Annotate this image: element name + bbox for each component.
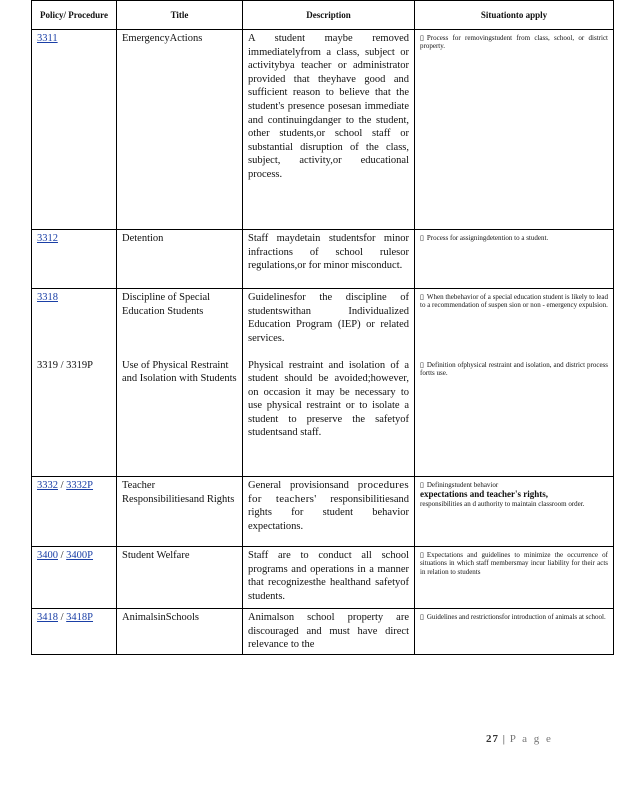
policy-separator: / — [58, 550, 67, 561]
situation-cell — [415, 289, 614, 357]
title-cell: Teacher Responsibilitiesand Rights — [117, 477, 243, 547]
table-row — [32, 477, 614, 547]
description-cell: Staff maydetain studentsfor minor infractions of school rulesor regulations,or for minor misconduct. — [243, 230, 415, 289]
table-row — [32, 357, 614, 477]
situation-text: Expectations and guidelines to minimize the occurrence of situations in which staff membersmay incur liability for their acts in relation to students — [420, 551, 608, 576]
page-label: P a g e — [509, 733, 553, 745]
description-cell: Guidelinesfor the discipline of studentswithan Individualized Education Program (IEP) or related services. — [243, 289, 415, 357]
header-description: Description — [243, 1, 415, 30]
situation-text: Definition ofphysical restraint and isolation, and district process fortts use. — [420, 360, 608, 377]
policy-cell — [32, 289, 117, 357]
procedure-link[interactable]: 3332P — [66, 480, 94, 491]
situation-emphasis: expectations and teacher's rights, — [420, 489, 548, 500]
header-policy: Policy/ Procedure — [32, 1, 117, 30]
table-row — [32, 289, 614, 357]
situation-text: When thebehavior of a special education student is likely to lead to a recommendation of suspen sion or non - emergency expulsion. — [420, 293, 608, 310]
policy-cell — [32, 547, 117, 609]
policy-separator: / — [58, 480, 67, 491]
procedure-link[interactable]: 3400P — [66, 550, 94, 561]
policy-cell — [32, 357, 117, 477]
table-row — [32, 609, 614, 655]
page-footer — [486, 733, 553, 745]
title-cell: AnimalsinSchools — [117, 609, 243, 655]
table-row — [32, 547, 614, 609]
bullet-icon: ▯ — [420, 34, 424, 42]
description-cell: Physical restraint and isolation of a student should be avoided;however, on occasion it may be necessary to use physical restraint or to isolate a student to preserve the safetyof studentsand staff. — [243, 357, 415, 477]
situation-text: Process for removingstudent from class, school, or district property. — [420, 34, 608, 51]
situation-cell — [415, 30, 614, 230]
footer-separator: | — [502, 733, 506, 745]
procedure-link[interactable]: 3418P — [66, 612, 94, 623]
title-cell: EmergencyActions — [117, 30, 243, 230]
bullet-icon: ▯ — [420, 293, 424, 301]
title-cell: Student Welfare — [117, 547, 243, 609]
situation-cell — [415, 609, 614, 655]
situation-text: Guidelines and restrictionsfor introduction of animals at school. — [426, 613, 606, 621]
page-number: 27 — [486, 733, 499, 745]
policy-link[interactable]: 3312 — [37, 233, 58, 244]
bullet-icon: ▯ — [420, 481, 424, 489]
policy-link[interactable]: 3311 — [37, 33, 58, 44]
table-header-row — [32, 1, 614, 30]
description-text: General provisionsand — [248, 480, 349, 491]
policy-cell — [32, 230, 117, 289]
situation-cell — [415, 547, 614, 609]
situation-cell — [415, 477, 614, 547]
description-emphasis: procedures for teachers' — [248, 479, 409, 505]
policy-cell — [32, 30, 117, 230]
policy-link[interactable]: 3332 — [37, 480, 58, 491]
description-text: responsibilitiesand rights for student behavior expectations. — [248, 493, 409, 532]
table-row — [32, 30, 614, 230]
situation-text: Definingstudent behavior — [426, 481, 499, 489]
policy-number: 3319 — [37, 359, 58, 371]
policy-cell — [32, 609, 117, 655]
title-cell: Discipline of Special Education Students — [117, 289, 243, 357]
description-cell — [243, 477, 415, 547]
policy-link[interactable]: 3400 — [37, 550, 58, 561]
policy-number: 3319P — [66, 359, 94, 371]
bullet-icon: ▯ — [420, 613, 424, 621]
situation-cell — [415, 357, 614, 477]
policy-link[interactable]: 3318 — [37, 292, 58, 303]
bullet-icon: ▯ — [420, 234, 424, 242]
situation-text: responsibilities an d authority to maintain classroom order. — [420, 500, 585, 509]
policy-separator: / — [58, 359, 67, 371]
policy-separator: / — [58, 612, 67, 623]
bullet-icon: ▯ — [420, 551, 424, 559]
table-row — [32, 230, 614, 289]
title-cell: Detention — [117, 230, 243, 289]
header-title: Title — [117, 1, 243, 30]
title-cell: Use of Physical Restraint and Isolation with Students — [117, 357, 243, 477]
policy-cell — [32, 477, 117, 547]
description-cell: Animalson school property are discouraged and must have direct relevance to the — [243, 609, 415, 655]
header-situation: Situationto apply — [415, 1, 614, 30]
policy-link[interactable]: 3418 — [37, 612, 58, 623]
description-cell: A student maybe removed immediatelyfrom a class, subject or activitybya teacher or administrator provided that theyhave good and sufficient reason to believe that the student's presence posesan immediate and continuingdanger to the student, other students,or school staff or substantial disruption of the class, subject, activity,or educational process. — [243, 30, 415, 230]
description-cell: Staff are to conduct all school programs and operations in a manner that recognizesthe healthand safetyof students. — [243, 547, 415, 609]
situation-text: Process for assigningdetention to a student. — [426, 234, 549, 242]
situation-cell — [415, 230, 614, 289]
bullet-icon: ▯ — [420, 360, 424, 369]
policy-table — [31, 0, 614, 655]
